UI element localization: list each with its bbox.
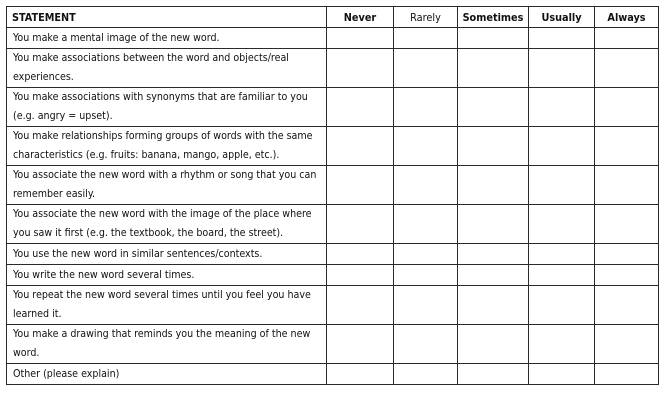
response-cell-rarely[interactable] — [394, 364, 458, 385]
table-row — [7, 286, 659, 325]
statement-cell: You use the new word in similar sentences/contexts. — [7, 244, 327, 265]
response-cell-always[interactable] — [595, 364, 659, 385]
table-row — [7, 364, 659, 385]
table-row — [7, 49, 659, 88]
response-cell-rarely[interactable] — [394, 49, 458, 88]
statement-cell: You make associations between the word and objects/real experiences. — [7, 49, 327, 88]
response-cell-usually[interactable] — [529, 166, 595, 205]
response-cell-usually[interactable] — [529, 325, 595, 364]
statement-cell: You write the new word several times. — [7, 265, 327, 286]
response-cell-sometimes[interactable] — [458, 88, 529, 127]
header-sometimes: Sometimes — [458, 7, 529, 28]
response-cell-sometimes[interactable] — [458, 127, 529, 166]
response-cell-always[interactable] — [595, 286, 659, 325]
response-cell-usually[interactable] — [529, 244, 595, 265]
response-cell-always[interactable] — [595, 49, 659, 88]
table-row — [7, 265, 659, 286]
response-cell-always[interactable] — [595, 127, 659, 166]
response-cell-never[interactable] — [327, 286, 394, 325]
statement-cell: You repeat the new word several times until you feel you have learned it. — [7, 286, 327, 325]
response-cell-sometimes[interactable] — [458, 286, 529, 325]
response-cell-never[interactable] — [327, 265, 394, 286]
response-cell-usually[interactable] — [529, 28, 595, 49]
response-cell-never[interactable] — [327, 364, 394, 385]
response-cell-rarely[interactable] — [394, 88, 458, 127]
response-cell-sometimes[interactable] — [458, 265, 529, 286]
response-cell-rarely[interactable] — [394, 127, 458, 166]
response-cell-never[interactable] — [327, 49, 394, 88]
response-cell-rarely[interactable] — [394, 205, 458, 244]
response-cell-never[interactable] — [327, 166, 394, 205]
table-row — [7, 28, 659, 49]
table-row — [7, 88, 659, 127]
header-usually: Usually — [529, 7, 595, 28]
response-cell-never[interactable] — [327, 205, 394, 244]
response-cell-usually[interactable] — [529, 49, 595, 88]
response-cell-sometimes[interactable] — [458, 205, 529, 244]
table-row — [7, 127, 659, 166]
table-row — [7, 325, 659, 364]
response-cell-sometimes[interactable] — [458, 325, 529, 364]
statement-cell: You make relationships forming groups of words with the same characteristics (e.g. fruits: banana, mango, apple, etc.). — [7, 127, 327, 166]
header-row — [7, 7, 659, 28]
statement-cell: You make a drawing that reminds you the meaning of the new word. — [7, 325, 327, 364]
response-cell-always[interactable] — [595, 205, 659, 244]
table-row — [7, 205, 659, 244]
response-cell-always[interactable] — [595, 166, 659, 205]
header-statement: STATEMENT — [7, 7, 327, 28]
response-cell-rarely[interactable] — [394, 28, 458, 49]
response-cell-always[interactable] — [595, 265, 659, 286]
statement-cell: You make a mental image of the new word. — [7, 28, 327, 49]
response-cell-rarely[interactable] — [394, 325, 458, 364]
statement-cell: You associate the new word with the image of the place where you saw it first (e.g. the textbook, the board, the street). — [7, 205, 327, 244]
table-row — [7, 244, 659, 265]
response-cell-sometimes[interactable] — [458, 28, 529, 49]
statement-cell: Other (please explain) — [7, 364, 327, 385]
response-cell-usually[interactable] — [529, 286, 595, 325]
response-cell-always[interactable] — [595, 325, 659, 364]
table-row — [7, 166, 659, 205]
header-never: Never — [327, 7, 394, 28]
response-cell-usually[interactable] — [529, 205, 595, 244]
response-cell-never[interactable] — [327, 325, 394, 364]
header-always: Always — [595, 7, 659, 28]
response-cell-usually[interactable] — [529, 364, 595, 385]
response-cell-never[interactable] — [327, 127, 394, 166]
response-cell-sometimes[interactable] — [458, 49, 529, 88]
response-cell-sometimes[interactable] — [458, 364, 529, 385]
response-cell-usually[interactable] — [529, 127, 595, 166]
response-cell-never[interactable] — [327, 28, 394, 49]
response-cell-never[interactable] — [327, 244, 394, 265]
response-cell-rarely[interactable] — [394, 166, 458, 205]
statement-cell: You associate the new word with a rhythm or song that you can remember easily. — [7, 166, 327, 205]
response-cell-always[interactable] — [595, 88, 659, 127]
questionnaire-sheet — [6, 6, 659, 385]
vocabulary-strategy-table — [6, 6, 659, 385]
header-rarely: Rarely — [394, 7, 458, 28]
response-cell-usually[interactable] — [529, 88, 595, 127]
response-cell-sometimes[interactable] — [458, 166, 529, 205]
response-cell-usually[interactable] — [529, 265, 595, 286]
response-cell-rarely[interactable] — [394, 244, 458, 265]
statement-cell: You make associations with synonyms that are familiar to you (e.g. angry = upset). — [7, 88, 327, 127]
response-cell-rarely[interactable] — [394, 265, 458, 286]
response-cell-always[interactable] — [595, 244, 659, 265]
response-cell-always[interactable] — [595, 28, 659, 49]
response-cell-never[interactable] — [327, 88, 394, 127]
response-cell-sometimes[interactable] — [458, 244, 529, 265]
response-cell-rarely[interactable] — [394, 286, 458, 325]
